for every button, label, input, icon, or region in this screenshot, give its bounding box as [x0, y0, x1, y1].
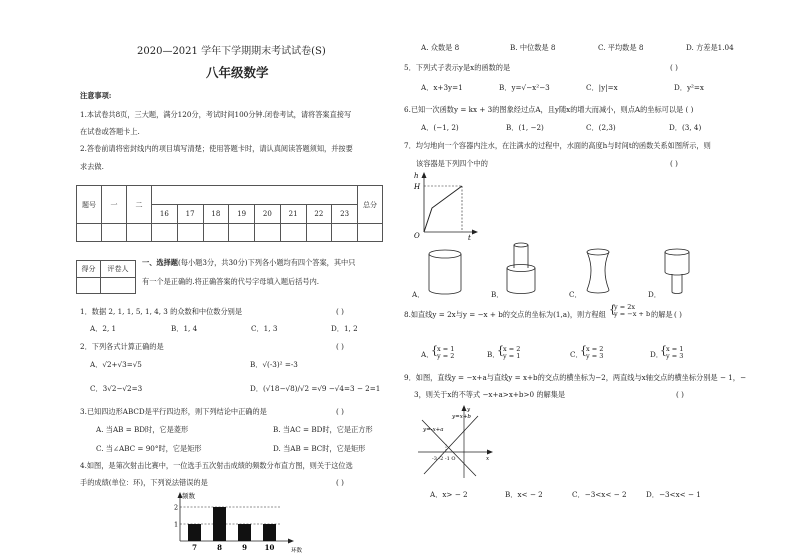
q8-option-a-brace-icon: { — [431, 344, 438, 357]
q9-tick-labels: -3 -2 -1 O — [432, 456, 456, 462]
exam-title: 2020—2021 学年下学期期末考试试卷(S) — [137, 46, 326, 57]
q9-y-label: y — [467, 407, 471, 413]
exam-subject: 八年级数学 — [206, 65, 269, 80]
q3-option-b[interactable]: B. 当AC = BD时，它是正方形 — [273, 425, 373, 434]
score-cell[interactable] — [255, 224, 281, 242]
q2-option-a[interactable]: A．√2+√3=√5 — [90, 360, 142, 369]
score-table-sub-col: 22 — [306, 205, 332, 224]
note-line-2b: 求去做. — [80, 162, 104, 171]
q7-H-label: H — [414, 183, 421, 191]
q5-stem: 5．下列式子表示y是x的函数的是 — [404, 63, 511, 72]
grader-name-cell[interactable] — [100, 277, 135, 294]
q4-bar-9 — [238, 524, 251, 541]
q7-option-d[interactable]: D． — [648, 290, 661, 299]
q4-y-tick-label: 2 — [174, 503, 179, 512]
q8-option-b-x: x = 2 — [503, 345, 521, 353]
q1-stem: 1．数据 2, 1, 1, 5, 1, 4, 3 的众数和中位数分别是 — [80, 307, 243, 316]
section-1-header — [142, 259, 355, 268]
container-d[interactable] — [665, 249, 689, 294]
q8-sys-eq-2: y = −x + b — [614, 310, 651, 319]
q8-option-c-label[interactable]: C． — [570, 350, 583, 359]
q8-option-d[interactable] — [666, 346, 683, 361]
score-table-sub-col: 20 — [255, 205, 281, 224]
q8-option-b[interactable] — [503, 346, 520, 361]
q9-line-pos — [424, 416, 478, 474]
section-1-line-2: 有一个是正确的.将正确答案的代号字母填入题后括号内. — [142, 277, 320, 286]
q9-x-arrow — [487, 450, 493, 455]
q8-option-a-label[interactable]: A． — [421, 350, 434, 359]
score-cell[interactable] — [127, 224, 152, 242]
q7-t-label: t — [468, 234, 471, 240]
score-table-sub-col: 18 — [203, 205, 229, 224]
q2-answer-paren[interactable]: ( ) — [336, 342, 344, 351]
grader-score-label: 得分 — [77, 261, 101, 278]
score-table-sub-col: 19 — [229, 205, 255, 224]
q3-answer-paren[interactable]: ( ) — [336, 407, 344, 416]
q9-answer-paren[interactable]: ( ) — [676, 390, 684, 399]
score-table-sub-col: 16 — [152, 205, 178, 224]
q7-h-arrow — [422, 172, 427, 178]
q9-x-label: x — [486, 456, 490, 462]
q4-stem-2: 手的成绩(单位：环)，下列说法错误的是 — [80, 478, 208, 487]
q7-option-b[interactable]: B． — [491, 290, 504, 299]
q4-option-a[interactable]: A. 众数是 8 — [421, 43, 460, 52]
q8-answer-paren[interactable]: ( ) — [674, 310, 682, 319]
score-table — [76, 185, 383, 242]
q4-x-tick-label: 10 — [264, 543, 275, 552]
score-cell[interactable] — [358, 224, 383, 242]
q8-option-d-y: y = 3 — [666, 352, 684, 361]
q4-bar-8 — [213, 507, 226, 541]
q8-brace-icon: { — [609, 303, 616, 316]
notes-heading: 注意事项: — [80, 91, 112, 100]
q4-x-tick-label: 8 — [217, 543, 222, 552]
q4-x-label: 环数 — [291, 548, 303, 554]
q9-option-c[interactable]: C．−3<x< − 2 — [572, 490, 627, 499]
score-cell[interactable] — [306, 224, 332, 242]
grader-name-label: 评卷人 — [100, 261, 135, 278]
score-cell[interactable] — [77, 224, 102, 242]
q7-origin-label: O — [414, 232, 420, 240]
score-cell[interactable] — [152, 224, 178, 242]
q9-option-b[interactable]: B．x< − 2 — [505, 490, 543, 499]
q8-option-c-x: x = 2 — [586, 345, 604, 353]
q6-stem: 6.已知一次函数y = kx + 3的图象经过点A，且y随x的增大而减小，则点A的坐标可以是 ( ) — [404, 105, 694, 114]
q4-y-tick-label: 1 — [174, 520, 179, 529]
q1-answer-paren[interactable]: ( ) — [336, 307, 344, 316]
q2-option-c[interactable]: C．3√2−√2=3 — [90, 384, 143, 393]
score-table-col-2: 二 — [127, 186, 152, 224]
q5-option-a[interactable]: A．x+3y=1 — [421, 83, 463, 92]
q9-option-d[interactable]: D．−3<x< − 1 — [646, 490, 701, 499]
score-table-sub-col: 17 — [177, 205, 203, 224]
score-table-sub-col: 23 — [332, 205, 358, 224]
score-table-sub-col: 21 — [280, 205, 306, 224]
q7-t-arrow — [472, 230, 478, 235]
q3-stem: 3.已知四边形ABCD是平行四边形，则下列结论中正确的是 — [80, 407, 267, 416]
q7-height-time-graph — [410, 170, 480, 240]
score-cell[interactable] — [229, 224, 255, 242]
q9-stem-2: 3，则关于x的不等式 −x+a>x+b>0 的解集是 — [414, 390, 566, 399]
q7-h-label: h — [414, 172, 419, 180]
q9-label-line-pos: y=x+b — [452, 414, 471, 420]
grader-score-cell[interactable] — [77, 277, 101, 294]
q4-x-tick-label: 7 — [192, 543, 197, 552]
note-line-2a: 2.答卷前请将密封线内的项目填写清楚；使用答题卡时，请认真阅读答题须知，并按要 — [80, 144, 353, 153]
q3-option-d[interactable]: D. 当AB = BC时，它是矩形 — [273, 444, 366, 453]
q5-option-d[interactable]: D．y²=x — [674, 83, 704, 92]
q8-equation-system — [614, 304, 650, 319]
note-line-1b: 在试卷或答题卡上. — [80, 127, 140, 136]
q9-y-arrow — [462, 405, 467, 411]
container-a[interactable] — [429, 250, 461, 294]
q8-stem-b: 的解是 — [651, 310, 673, 319]
q4-histogram — [160, 490, 310, 556]
score-cell[interactable] — [102, 224, 127, 242]
container-c[interactable] — [587, 249, 609, 293]
q8-sys-eq-1: y = 2x — [614, 303, 636, 311]
score-cell[interactable] — [177, 224, 203, 242]
q8-option-d-brace-icon: { — [660, 344, 667, 357]
q4-answer-paren[interactable]: ( ) — [336, 478, 344, 487]
q6-option-a[interactable]: A．(−1, 2) — [421, 123, 459, 132]
q2-option-d[interactable]: D．(√18−√8)/√2 =√9 −√4=3 − 2=1 — [250, 384, 381, 393]
score-table-col-1: 一 — [102, 186, 127, 224]
q4-bar-7 — [188, 524, 201, 541]
q7-option-a[interactable]: A． — [412, 290, 425, 299]
q9-label-line-neg: y=-x+a — [423, 427, 444, 433]
q4-x-tick-label: 9 — [242, 543, 247, 552]
q8-option-b-label[interactable]: B． — [487, 350, 500, 359]
q7-option-c[interactable]: C． — [569, 290, 582, 299]
q4-y-label: 频数 — [182, 492, 195, 500]
q6-option-d[interactable]: D．(3, 4) — [669, 123, 702, 132]
score-table-total: 总分 — [358, 186, 383, 224]
q7-stem-2: 该容器是下列四个中的 — [416, 159, 488, 168]
q8-option-b-brace-icon: { — [497, 344, 504, 357]
section-1-desc: (每小题3分，共30分)下列各小题均有四个答案，其中只 — [177, 258, 356, 267]
score-table-label: 题号 — [77, 186, 102, 224]
section-1-title: 一、选择题 — [142, 258, 178, 267]
q1-option-b[interactable]: B．1, 4 — [171, 324, 198, 333]
q8-option-d-label[interactable]: D． — [650, 350, 663, 359]
q4-option-b[interactable]: B. 中位数是 8 — [510, 43, 556, 52]
q6-option-b[interactable]: B．(1, −2) — [506, 123, 544, 132]
score-cell[interactable] — [332, 224, 358, 242]
score-cell[interactable] — [280, 224, 306, 242]
q8-option-c[interactable] — [586, 346, 603, 361]
container-b[interactable] — [507, 243, 535, 294]
q8-option-d-x: x = 1 — [666, 345, 684, 353]
q8-option-a-x: x = 1 — [437, 345, 455, 353]
q1-option-d[interactable]: D．1, 2 — [331, 324, 358, 333]
q4-option-c[interactable]: C. 平均数是 8 — [598, 43, 644, 52]
score-cell[interactable] — [203, 224, 229, 242]
q8-option-b-y: y = 1 — [503, 352, 521, 361]
q3-option-a[interactable]: A. 当AB = BD时，它是菱形 — [96, 425, 189, 434]
q4-x-arrow — [288, 539, 294, 544]
q2-stem: 2．下列各式计算正确的是 — [80, 342, 164, 351]
q5-option-c[interactable]: C．|y|=x — [586, 83, 618, 92]
q4-option-d[interactable]: D. 方差是1.04 — [686, 43, 734, 52]
q1-option-c[interactable]: C．1, 3 — [251, 324, 278, 333]
q7-stem-1: 7．均匀地向一个容器内注水，在注满水的过程中，水面的高度h与时间t的函数关系如图所示，则 — [404, 141, 711, 150]
q4-stem-1: 4.如图，是第次射击比赛中，一位选手五次射击成绩的频数分布直方图，则关于这位选 — [80, 461, 353, 470]
q8-option-c-brace-icon: { — [580, 344, 587, 357]
q7-answer-paren[interactable]: ( ) — [670, 159, 678, 168]
score-table-col-3-header — [152, 186, 358, 205]
q8-stem-a: 8.如直线y = 2x与y = −x + b的交点的坐标为(1,a)，则方程组 — [404, 310, 606, 319]
q5-option-b[interactable]: B．y=√−x²−3 — [499, 83, 550, 92]
q7-curve — [424, 186, 462, 232]
q5-answer-paren[interactable]: ( ) — [670, 63, 678, 72]
q9-option-a[interactable]: A．x> − 2 — [430, 490, 468, 499]
q9-stem-1: 9．如图，直线y = −x+a与直线y = x+b的交点的横坐标为−2，两直线与x轴交点的横坐标分别是 − 1，− — [404, 373, 746, 382]
note-line-1a: 1.本试卷共8页，三大题，满分120分，考试时间100分钟.闭卷考试，请将答案直接写 — [80, 110, 352, 119]
q1-option-a[interactable]: A．2, 1 — [90, 324, 117, 333]
q8-option-c-y: y = 3 — [586, 352, 604, 361]
q2-option-b[interactable]: B．√(-3)² =-3 — [250, 360, 298, 369]
q3-option-c[interactable]: C. 当∠ABC = 90°时，它是矩形 — [96, 444, 202, 453]
q9-lines-graph — [414, 404, 494, 480]
q8-option-a-y: y = 2 — [437, 352, 455, 361]
q8-option-a[interactable] — [437, 346, 454, 361]
q8-stem — [404, 311, 606, 320]
q6-option-c[interactable]: C．(2,3) — [586, 123, 616, 132]
q4-bar-10 — [263, 524, 276, 541]
grader-table — [76, 260, 136, 294]
